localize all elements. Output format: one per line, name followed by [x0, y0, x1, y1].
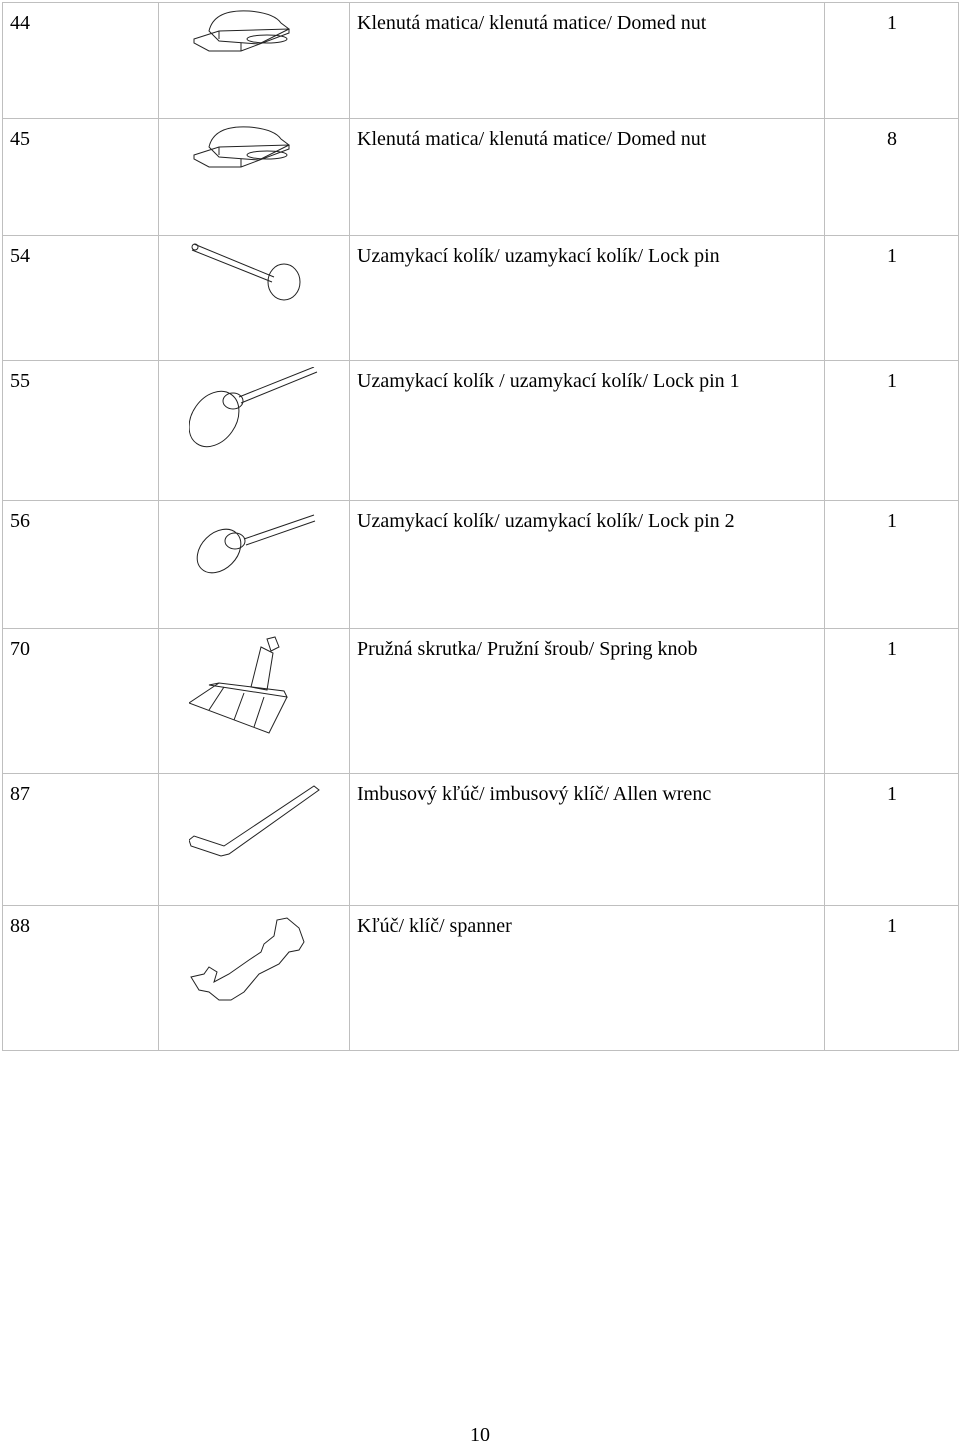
table-row: [3, 629, 959, 774]
spring-knob-icon: [189, 635, 309, 755]
lock-pin-ring-icon: [189, 507, 329, 607]
part-quantity: 1: [825, 3, 959, 119]
part-description: Uzamykací kolík / uzamykací kolík/ Lock pin 1: [350, 361, 825, 501]
allen-wrench-icon: [189, 780, 329, 880]
parts-table: [2, 2, 959, 1051]
domed-nut-icon: [189, 125, 299, 205]
part-description: Uzamykací kolík/ uzamykací kolík/ Lock pin 2: [350, 501, 825, 629]
part-quantity: 1: [825, 629, 959, 774]
page-number: 10: [470, 1424, 490, 1446]
part-description: Klenutá matica/ klenutá matice/ Domed nut: [350, 3, 825, 119]
table-row: [3, 236, 959, 361]
table-row: [3, 119, 959, 236]
part-number: 70: [3, 629, 159, 774]
part-number: 45: [3, 119, 159, 236]
table-row: [3, 906, 959, 1051]
table-row: [3, 774, 959, 906]
part-number: 56: [3, 501, 159, 629]
part-number: 54: [3, 236, 159, 361]
part-description: Imbusový kľúč/ imbusový klíč/ Allen wrenc: [350, 774, 825, 906]
spanner-icon: [189, 912, 319, 1032]
part-quantity: 1: [825, 361, 959, 501]
part-description: Uzamykací kolík/ uzamykací kolík/ Lock pin: [350, 236, 825, 361]
part-number: 44: [3, 3, 159, 119]
part-number: 55: [3, 361, 159, 501]
part-number: 88: [3, 906, 159, 1051]
part-quantity: 8: [825, 119, 959, 236]
domed-nut-icon: [189, 9, 299, 89]
lock-pin-knob-icon: [189, 242, 319, 342]
part-quantity: 1: [825, 501, 959, 629]
table-row: [3, 361, 959, 501]
part-number: 87: [3, 774, 159, 906]
lock-pin-ring-icon: [189, 367, 329, 477]
part-description: Kľúč/ klíč/ spanner: [350, 906, 825, 1051]
part-description: Klenutá matica/ klenutá matice/ Domed nut: [350, 119, 825, 236]
part-quantity: 1: [825, 774, 959, 906]
part-quantity: 1: [825, 236, 959, 361]
table-row: [3, 501, 959, 629]
table-row: [3, 3, 959, 119]
part-description: Pružná skrutka/ Pružní šroub/ Spring knob: [350, 629, 825, 774]
part-quantity: 1: [825, 906, 959, 1051]
